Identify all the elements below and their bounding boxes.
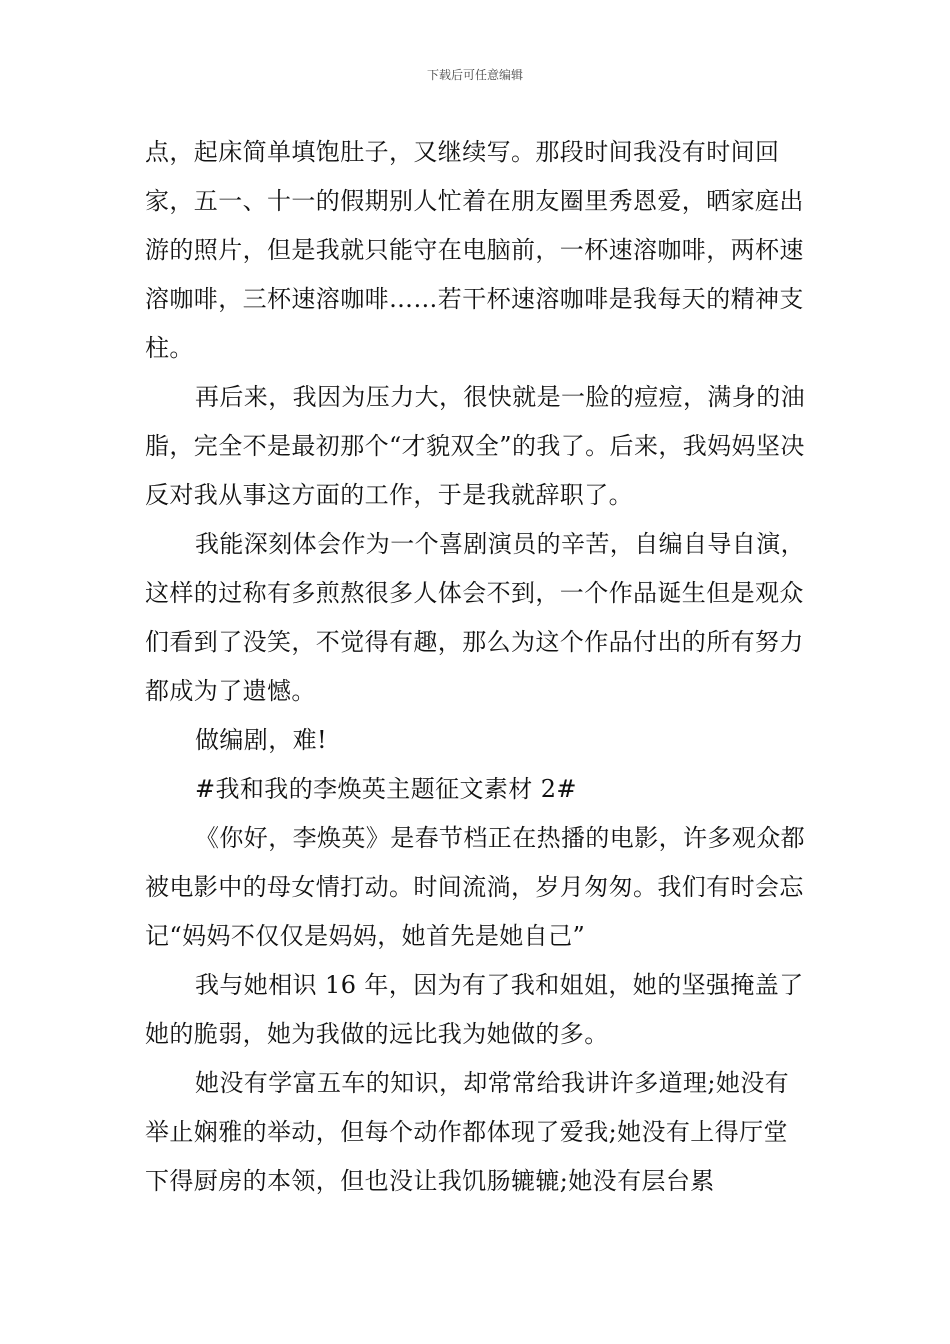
- paragraph-8: 她没有学富五车的知识，却常常给我讲许多道理;她没有举止娴雅的举动，但每个动作都体现了爱我;她没有上得厅堂下得厨房的本领，但也没让我饥肠辘辘;她没有层台累: [145, 1069, 790, 1195]
- paragraph-7: 我与她相识 16 年，因为有了我和姐姐，她的坚强掩盖了她的脆弱，她为我做的远比我为她做的多。: [145, 971, 804, 1048]
- paragraph-2: 再后来，我因为压力大，很快就是一脸的痘痘，满身的油脂，完全不是最初那个“才貌双全”的我了。后来，我妈妈坚决反对我从事这方面的工作，于是我就辞职了。: [145, 383, 805, 509]
- paragraph-3: 我能深刻体会作为一个喜剧演员的辛苦，自编自导自演，这样的过称有多煎熬很多人体会不到，一个作品诞生但是观众们看到了没笑，不觉得有趣，那么为这个作品付出的所有努力都成为了遗憾。: [145, 530, 805, 705]
- paragraph-1: 点，起床简单填饱肚子，又继续写。那段时间我没有时间回家，五一、十一的假期别人忙着在朋友圈里秀恩爱，晒家庭出游的照片，但是我就只能守在电脑前，一杯速溶咖啡，两杯速溶咖啡，三杯速溶咖啡……若干杯速溶咖啡是我每天的精神支柱。: [145, 138, 804, 362]
- section-heading: #我和我的李焕英主题征文素材 2#: [195, 775, 577, 803]
- paragraph-4: 做编剧，难!: [195, 726, 328, 754]
- page-header: 下载后可任意编辑: [426, 68, 523, 82]
- paragraph-6: 《你好，李焕英》是春节档正在热播的电影，许多观众都被电影中的母女情打动。时间流淌，岁月匆匆。我们有时会忘记“妈妈不仅仅是妈妈，她首先是她自己”: [145, 824, 805, 950]
- body-text: [145, 128, 807, 1206]
